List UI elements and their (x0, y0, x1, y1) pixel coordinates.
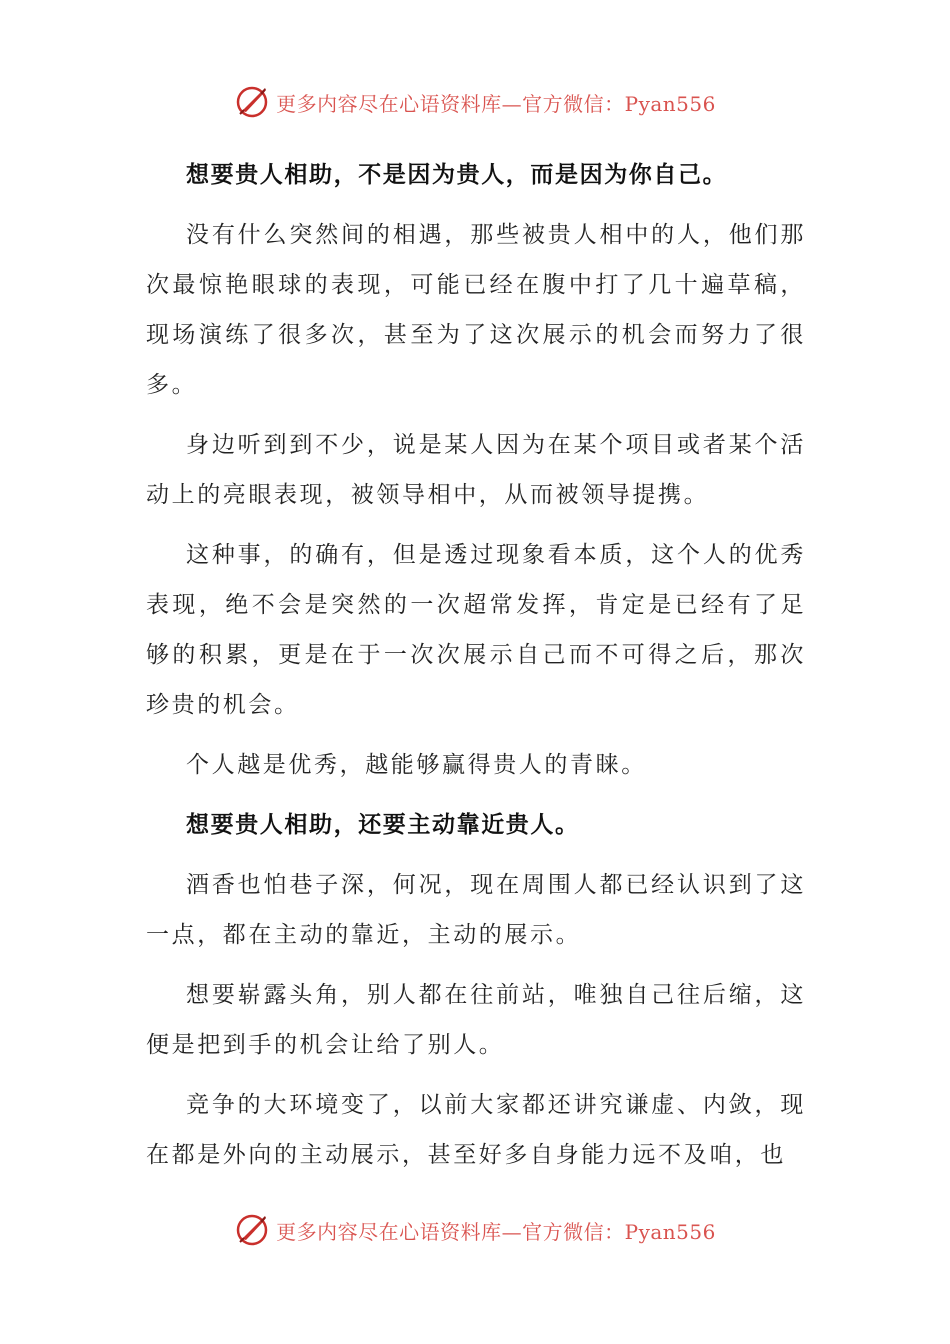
section-heading: 想要贵人相助，还要主动靠近贵人。 (186, 811, 580, 838)
watermark-text: 更多内容尽在心语资料库—官方微信：Pyan556 (276, 1219, 716, 1244)
body-paragraph: 没有什么突然间的相遇，那些被贵人相中的人，他们那次最惊艳眼球的表现，可能已经在腹中打了几十遍草稿，现场演练了很多次，甚至为了这次展示的机会而努力了很多。 (146, 222, 806, 398)
body-paragraph: 酒香也怕巷子深，何况，现在周围人都已经认识到了这一点，都在主动的靠近，主动的展示。 (146, 872, 806, 948)
document-body (146, 150, 806, 1180)
quill-pen-logo-icon (234, 1212, 270, 1248)
body-paragraph: 个人越是优秀，越能够赢得贵人的青睐。 (186, 752, 647, 778)
header-watermark (0, 82, 950, 122)
watermark-text: 更多内容尽在心语资料库—官方微信：Pyan556 (276, 91, 716, 116)
section-heading: 想要贵人相助，不是因为贵人，而是因为你自己。 (186, 161, 728, 188)
footer-watermark (0, 1210, 950, 1250)
body-paragraph: 竞争的大环境变了，以前大家都还讲究谦虚、内敛，现在都是外向的主动展示，甚至好多自身能力远不及咱，也 (146, 1092, 806, 1168)
body-paragraph: 这种事，的确有，但是透过现象看本质，这个人的优秀表现，绝不会是突然的一次超常发挥，肯定是已经有了足够的积累，更是在于一次次展示自己而不可得之后，那次珍贵的机会。 (146, 542, 806, 718)
body-paragraph: 身边听到到不少，说是某人因为在某个项目或者某个活动上的亮眼表现，被领导相中，从而被领导提携。 (146, 432, 806, 508)
quill-pen-logo-icon (234, 84, 270, 120)
body-paragraph: 想要崭露头角，别人都在往前站，唯独自己往后缩，这便是把到手的机会让给了别人。 (146, 982, 806, 1058)
